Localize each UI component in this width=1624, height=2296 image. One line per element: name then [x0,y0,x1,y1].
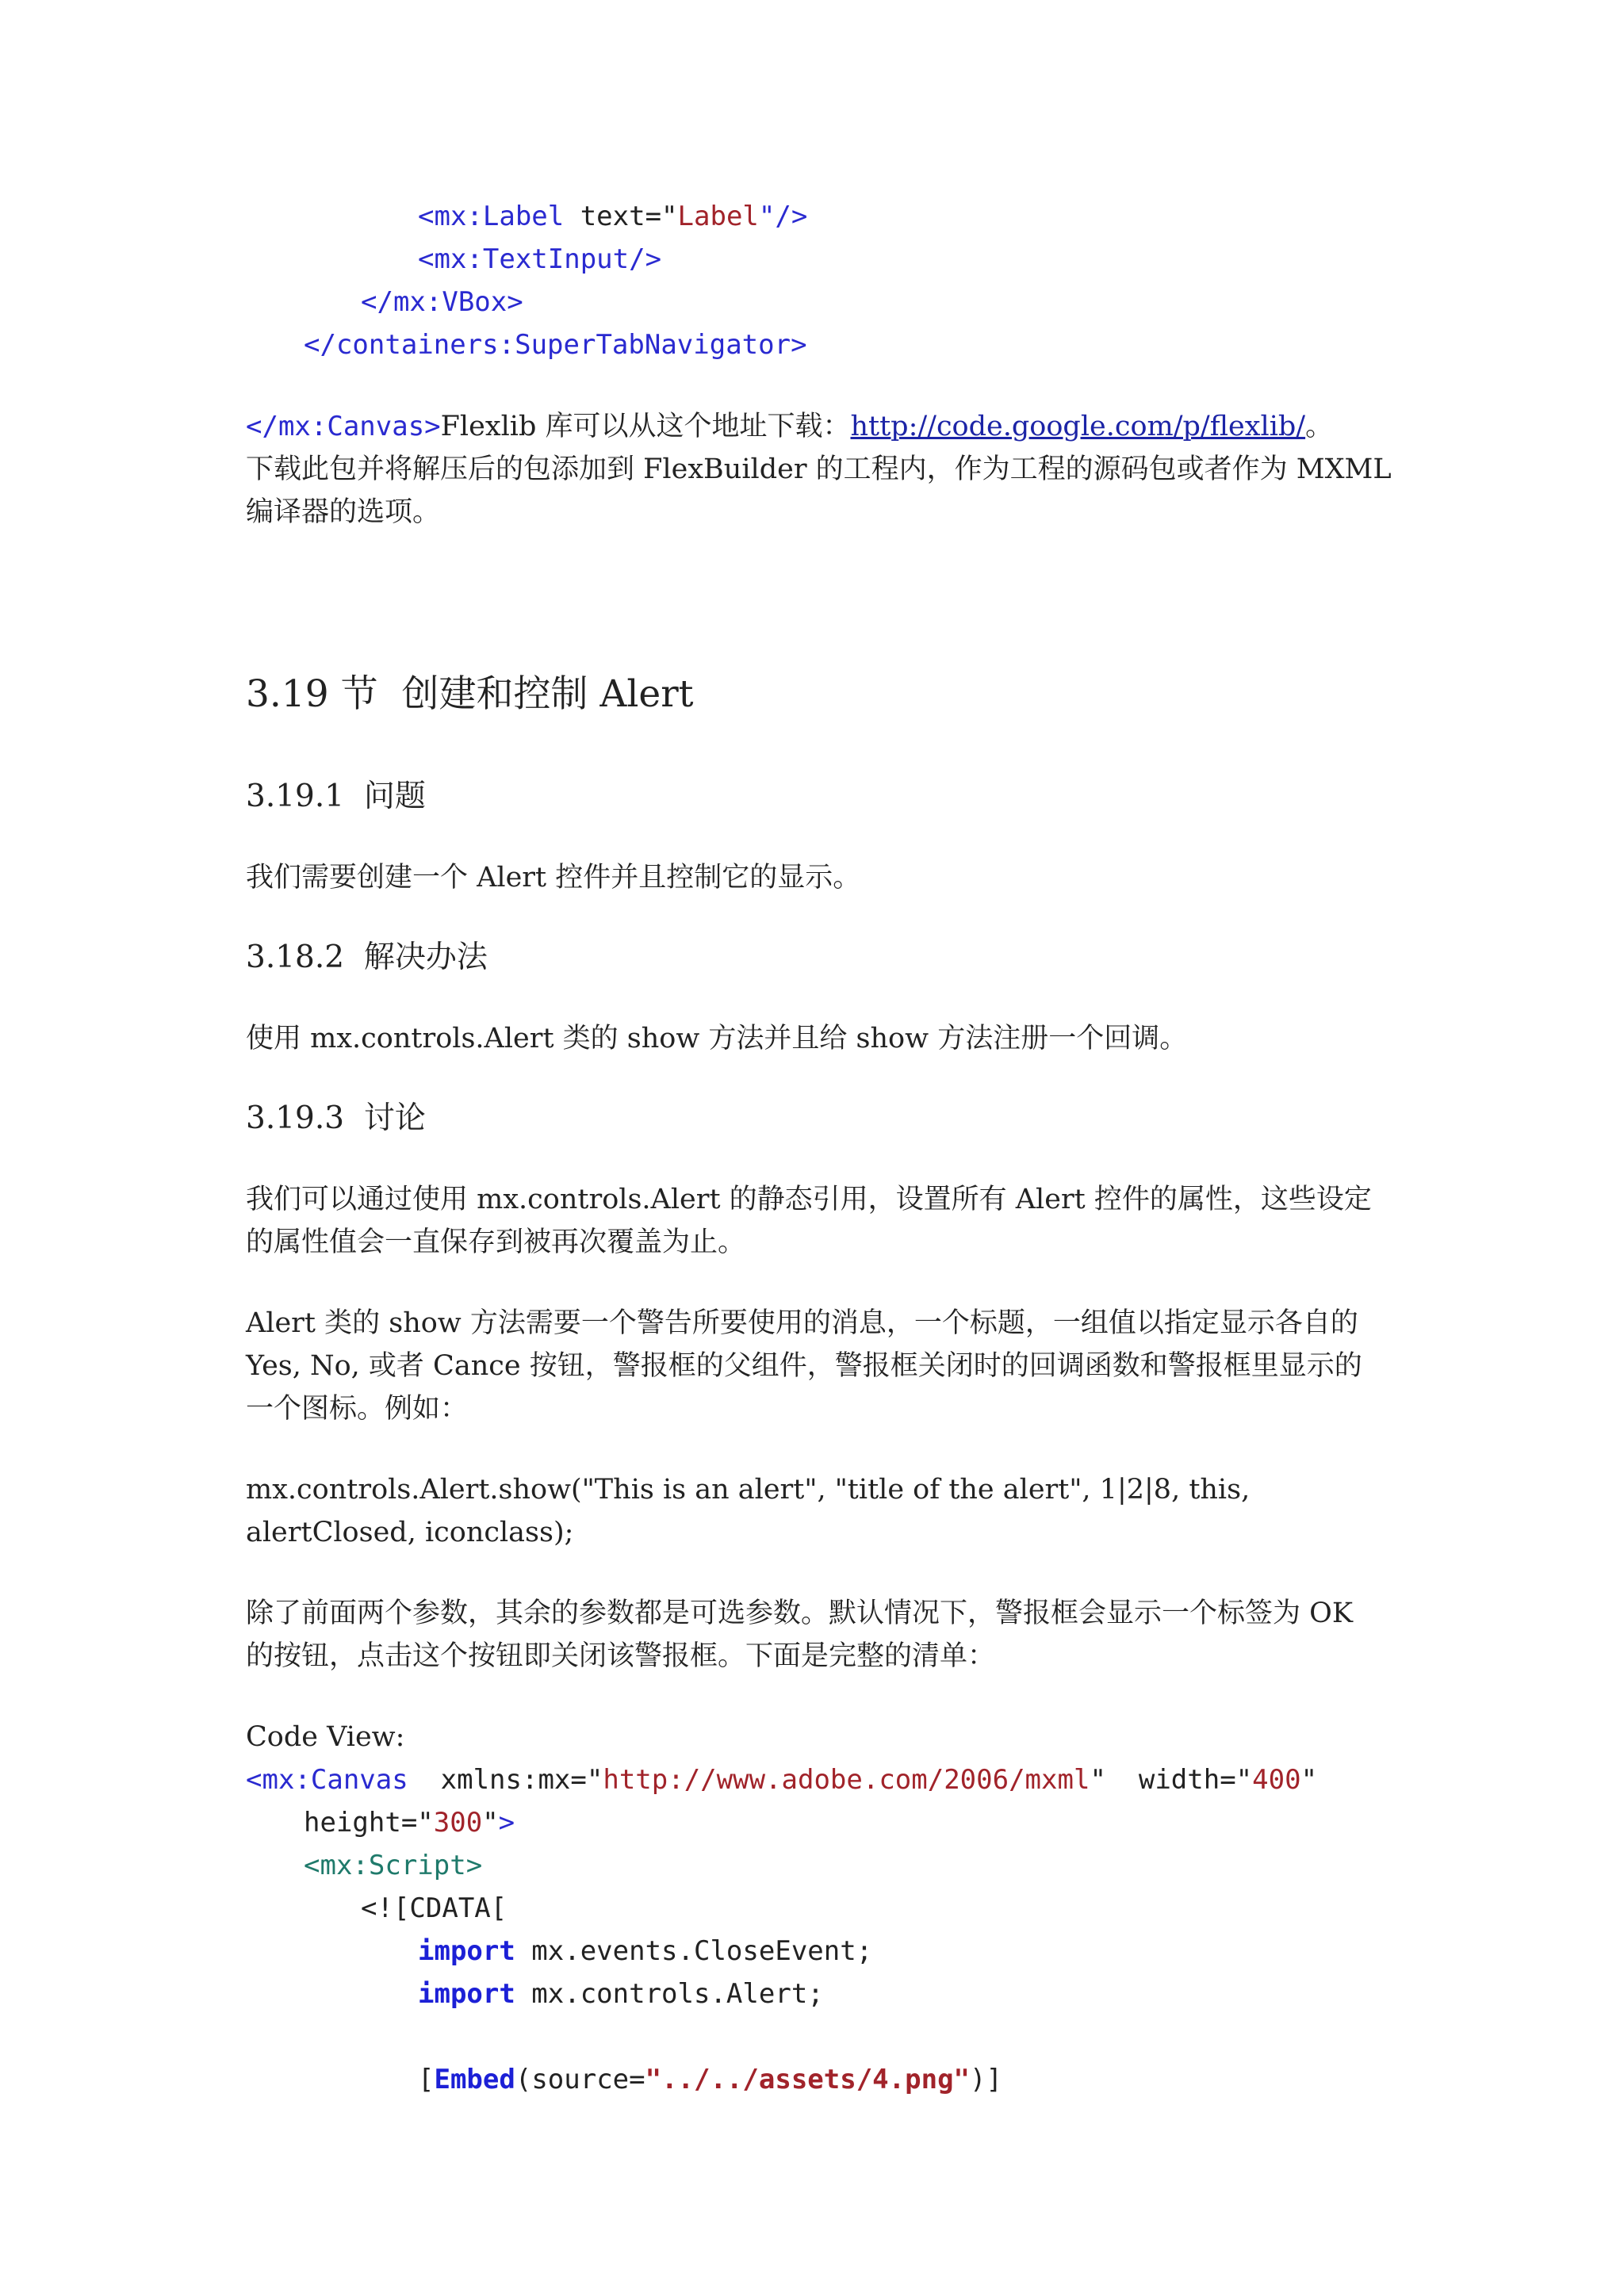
code-script-open: <mx:Script> [304,1850,483,1881]
discussion-p1-line2: 的属性值会一直保存到被再次覆盖为止。 [246,1226,746,1258]
code-import-alert: import mx.controls.Alert; [418,1978,824,2010]
discussion-p2-line1: Alert 类的 show 方法需要一个警告所要使用的消息，一个标题，一组值以指定显示各自的 [246,1307,1358,1339]
code-line-label: <mx:Label text="Label"/> [418,201,808,232]
discussion-p2-line3: 一个图标。例如： [246,1393,469,1425]
code-canvas-height: height="300"> [304,1807,515,1839]
flexlib-paragraph-line1: </mx:Canvas>Flexlib 库可以从这个地址下载：http://code.google.com/p/flexlib/。 [246,411,1334,442]
discussion-example-line1: mx.controls.Alert.show("This is an alert", "title of the alert", 1|2|8, this, [246,1474,1251,1506]
flexlib-paragraph-line2: 下载此包并将解压后的包添加到 FlexBuilder 的工程内，作为工程的源码包或者作为 MXML [246,453,1392,485]
code-cdata-open: <![CDATA[ [361,1892,508,1924]
subsection-problem-title: 3.19.1 问题 [246,779,426,814]
flexlib-download-link[interactable]: http://code.google.com/p/flexlib/ [850,411,1306,442]
discussion-p2-line2: Yes, No, 或者 Cance 按钮，警报框的父组件，警报框关闭时的回调函数和警报框里显示的 [246,1350,1362,1382]
discussion-example-line2: alertClosed, iconclass); [246,1517,574,1548]
subsection-problem-text: 我们需要创建一个 Alert 控件并且控制它的显示。 [246,862,861,894]
subsection-solution-text: 使用 mx.controls.Alert 类的 show 方法并且给 show 方法注册一个回调。 [246,1023,1188,1054]
code-view-label: Code View: [246,1721,405,1753]
code-line-vbox-close: </mx:VBox> [361,286,523,318]
code-embed-line: [Embed(source="../../assets/4.png")] [418,2064,1002,2095]
code-canvas-open: <mx:Canvas xmlns:mx="http://www.adobe.com/2006/mxml" width="400" [246,1764,1318,1796]
code-import-closeevent: import mx.events.CloseEvent; [418,1935,873,1967]
section-title: 3.19 节 创建和控制 Alert [246,672,694,716]
subsection-solution-title: 3.18.2 解决办法 [246,939,488,975]
flexlib-paragraph-line3: 编译器的选项。 [246,496,441,528]
code-line-textinput: <mx:TextInput/> [418,243,662,275]
subsection-discussion-title: 3.19.3 讨论 [246,1100,426,1136]
discussion-p4-line1: 除了前面两个参数，其余的参数都是可选参数。默认情况下，警报框会显示一个标签为 OK [246,1598,1353,1629]
code-line-supertab-close: </containers:SuperTabNavigator> [304,329,807,361]
discussion-p4-line2: 的按钮，点击这个按钮即关闭该警报框。下面是完整的清单： [246,1640,996,1672]
discussion-p1-line1: 我们可以通过使用 mx.controls.Alert 的静态引用，设置所有 Alert 控件的属性，这些设定 [246,1184,1372,1215]
